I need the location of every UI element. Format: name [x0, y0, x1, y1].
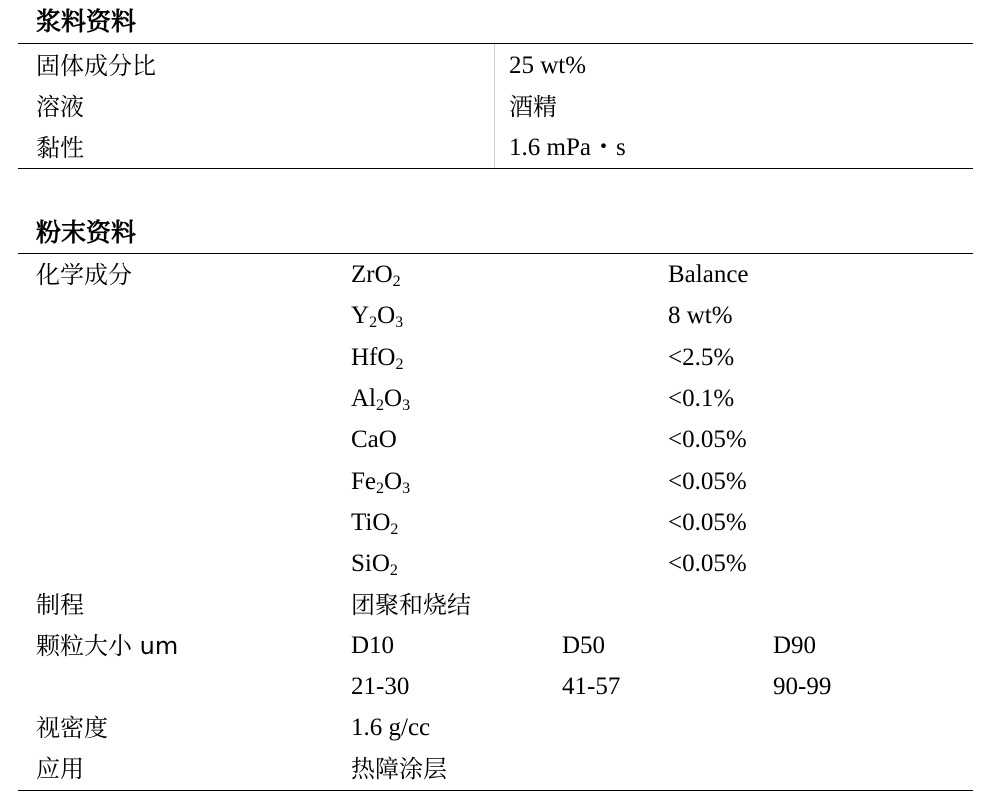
powder-top-rule	[18, 253, 973, 254]
composition-label: 化学成分	[36, 261, 132, 289]
apparent-density-value: 1.6 g/cc	[351, 714, 431, 741]
composition-formula: SiO$_2$	[351, 550, 398, 579]
composition-formula: TiO$_2$	[351, 509, 399, 538]
composition-value: <0.05%	[668, 426, 747, 453]
particle-size-header-d90: D90	[773, 632, 817, 659]
application-value: 热障涂层	[351, 755, 447, 783]
particle-size-value-d90: 90-99	[773, 673, 832, 700]
composition-value: <0.1%	[668, 385, 735, 412]
slurry-value-solvent: 酒精	[509, 93, 557, 121]
slurry-heading: 浆料资料	[36, 7, 137, 36]
powder-heading: 粉末资料	[36, 218, 137, 247]
composition-value: <2.5%	[668, 344, 735, 371]
composition-formula: ZrO$_2$	[351, 261, 401, 290]
composition-formula: $Al_2O_3$	[351, 385, 411, 414]
particle-size-value-d50: 41-57	[562, 673, 621, 700]
slurry-value-solids: 25 wt%	[509, 52, 587, 79]
particle-size-value-d10: 21-30	[351, 673, 410, 700]
particle-size-header-d50: D50	[562, 632, 606, 659]
slurry-label-solvent: 溶液	[36, 93, 84, 121]
process-value: 团聚和烧结	[351, 591, 471, 619]
composition-value: 8 wt%	[668, 302, 733, 329]
composition-formula: $Fe_2O_3$	[351, 468, 411, 497]
composition-value: <0.05%	[668, 468, 747, 495]
particle-size-header-d10: D10	[351, 632, 395, 659]
composition-formula: $Y_2O_3$	[351, 302, 404, 331]
composition-value: <0.05%	[668, 550, 747, 577]
slurry-bottom-rule	[18, 168, 973, 169]
composition-value: <0.05%	[668, 509, 747, 536]
composition-formula: HfO$_2$	[351, 344, 404, 373]
slurry-value-viscosity: 1.6 mPa・s	[509, 134, 626, 161]
composition-formula: CaO	[351, 426, 397, 453]
slurry-column-divider	[494, 44, 495, 168]
process-label: 制程	[36, 591, 84, 619]
application-label: 应用	[36, 755, 84, 783]
composition-value: Balance	[668, 261, 749, 288]
slurry-top-rule	[18, 43, 973, 44]
powder-bottom-rule	[18, 790, 973, 791]
slurry-label-viscosity: 黏性	[36, 134, 84, 162]
particle-size-label: 颗粒大小 um	[36, 632, 179, 660]
apparent-density-label: 视密度	[36, 714, 108, 742]
slurry-label-solids: 固体成分比	[36, 52, 156, 80]
